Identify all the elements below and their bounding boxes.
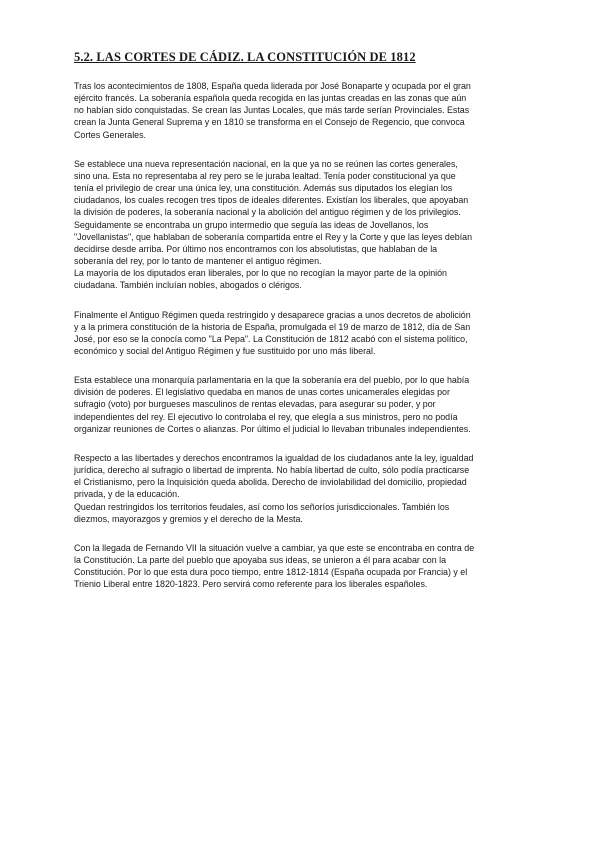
text-line: ciudadana. También incluían nobles, abogados o clérigos.: [74, 280, 302, 291]
text-line: Respecto a las libertades y derechos encontramos la igualdad de los ciudadanos ante la ley, igualdad: [74, 452, 474, 463]
text-line: Tras los acontecimientos de 1808, España queda liderada por José Bonaparte y ocupada por el gran: [74, 81, 471, 91]
text-line: tenía el privilegio de crear una única ley, una constitución. Además sus diputados los elegían los: [74, 183, 453, 194]
text-line: independientes del rey. El ejecutivo lo controlaba el rey, que elegía a sus ministros, pero no podía: [74, 411, 458, 422]
text-line: económico y social del Antiguo Régimen y fue sustituido por uno más liberal.: [74, 345, 376, 356]
text-line: José, por eso se la conocía como "La Pepa". La Constitución de 1812 acabó con el sistema político,: [74, 333, 468, 344]
text-line: división de poderes. El legislativo quedaba en manos de unas cortes unicamerales elegidas por: [74, 387, 450, 398]
text-line: privada, y de la educación.: [74, 489, 180, 500]
text-line: Seguidamente se encontraba un grupo intermedio que seguía las ideas de Jovellanos, los: [74, 219, 429, 230]
text-line: no habían sido conquistadas. Se crean las Juntas Locales, que más tarde serían Provinciales. Estas: [74, 105, 470, 116]
paragraph: [74, 374, 530, 435]
text-line: sino una. Esta no representaba al rey pero se le juraba lealtad. Tenía poder constitucional ya que: [74, 170, 456, 181]
text-line: Se establece una nueva representación nacional, en la que ya no se reúnen las cortes generales,: [74, 158, 458, 169]
text-line: La mayoría de los diputados eran liberales, por lo que no recogían la mayor parte de la opinión: [74, 268, 447, 279]
text-line: Finalmente el Antiguo Régimen queda restringido y desaparece gracias a unos decretos de abolición: [74, 309, 471, 320]
text-line: y a la primera constitución de la historia de España, promulgada el 19 de marzo de 1812, día de San: [74, 321, 471, 332]
text-line: soberanía del rey, por lo tanto de mantener el antiguo régimen.: [74, 256, 322, 267]
text-line: ciudadanos, los cuales recogen tres tipos de ideales diferentes. Existían los liberales, que apoyaban: [74, 195, 469, 206]
text-line: ejército francés. La soberanía española queda recogida en las juntas creadas en las zonas que aún: [74, 93, 467, 104]
text-line: Quedan restringidos los territorios feudales, así como los señoríos jurisdiccionales. También los: [74, 501, 450, 512]
text-line: jurídica, derecho al sufragio o libertad de imprenta. No había libertad de culto, sólo podía practicarse: [74, 465, 470, 476]
text-line: diezmos, mayorazgos y gremios y el derecho de la Mesta.: [74, 513, 303, 524]
text-line: crean la Junta General Suprema y en 1810 se transforma en el Consejo de Regencio, que convoca: [74, 117, 465, 128]
document-title: 5.2. LAS CORTES DE CÁDIZ. LA CONSTITUCIÓN DE 1812: [74, 50, 416, 64]
text-line: organizar reuniones de Cortes o alianzas. Por último el judicial lo llevaban tribunales independientes.: [74, 423, 471, 434]
text-line: decidirse desde arriba. Por último nos encontramos con los absolutistas, que hablaban de la: [74, 243, 438, 254]
document-body: [74, 80, 530, 607]
paragraph: [74, 80, 530, 141]
text-line: el Cristianismo, pero la Inquisición queda abolida. Derecho de inviolabilidad del domicilio, propiedad: [74, 477, 467, 488]
text-line: "Jovellanistas", que hablaban de soberanía compartida entre el Rey y la Corte y que las leyes debían: [74, 231, 473, 242]
text-line: la Constitución. La parte del pueblo que apoyaba sus ideas, se unieron a él para acabar con la: [74, 555, 447, 565]
text-line: Con la llegada de Fernando VII la situación vuelve a cambiar, ya que este se encontraba en contra de: [74, 542, 475, 553]
text-line: sufragio (voto) por burgueses masculinos de rentas elevadas, para asegurar su poder, y por: [74, 399, 436, 410]
text-line: Cortes Generales.: [74, 129, 147, 140]
text-line: la división de poderes, la soberanía nacional y la abolición del antiguo régimen y de los privilegios.: [74, 207, 461, 218]
paragraph: [74, 158, 530, 292]
text-line: Trienio Liberal entre 1820-1823. Pero servirá como referente para los liberales españoles.: [74, 579, 428, 590]
paragraph: [74, 309, 530, 358]
paragraph: [74, 452, 530, 525]
paragraph: [74, 542, 530, 591]
text-line: Constitución. Por lo que esta dura poco tiempo, entre 1812-1814 (España ocupada por Francia) y el: [74, 567, 468, 578]
text-line: Esta establece una monarquía parlamentaria en la que la soberanía era del pueblo, por lo que había: [74, 375, 470, 386]
